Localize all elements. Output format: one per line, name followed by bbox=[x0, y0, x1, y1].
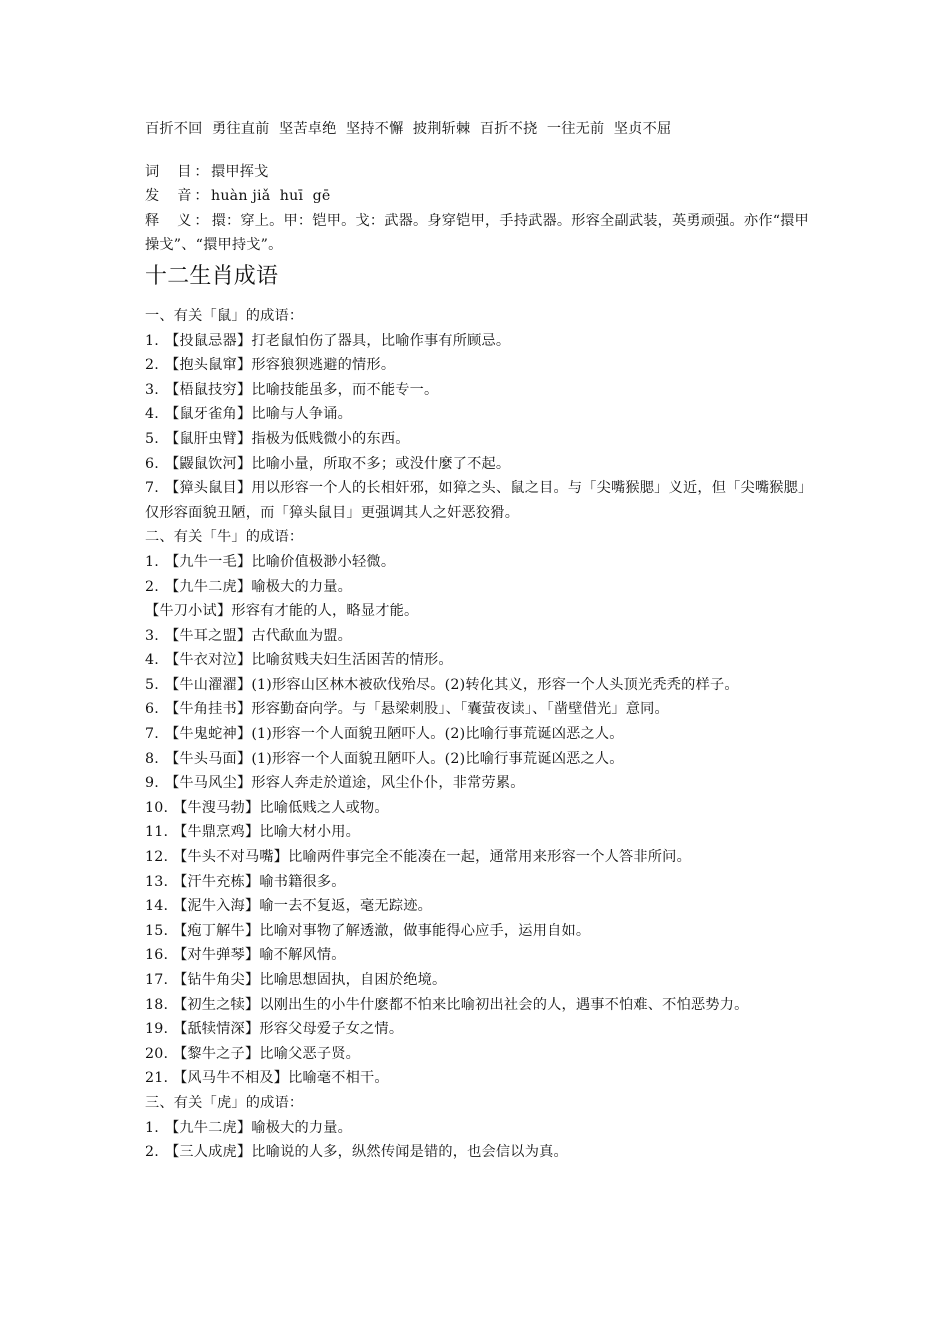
list-item bbox=[145, 599, 817, 624]
list-item-number: 13. bbox=[145, 873, 169, 890]
list-item bbox=[145, 452, 817, 477]
list-item bbox=[145, 870, 817, 895]
list-item-number: 6. bbox=[145, 455, 159, 472]
list-item bbox=[145, 747, 817, 772]
list-item-text: 【三人成虎】比喻说的人多，纵然传闻是错的，也会信以为真。 bbox=[165, 1144, 568, 1161]
entry-meaning: 擐：穿上。甲：铠甲。戈：武器。身穿铠甲，手持武器。形容全副武装，英勇顽强。亦作“擐甲操戈”、“擐甲持戈”。 bbox=[145, 212, 809, 254]
list-item-number: 19. bbox=[145, 1021, 169, 1038]
list-item-text: 【牛头马面】(1)形容一个人面貌丑陋吓人。(2)比喻行事荒诞凶恶之人。 bbox=[165, 750, 624, 767]
list-item bbox=[145, 402, 817, 427]
list-item-number: 10. bbox=[145, 799, 169, 816]
idiom-sections bbox=[145, 304, 817, 1165]
entry-pron-label: 发 音： bbox=[145, 188, 212, 205]
list-item bbox=[145, 427, 817, 452]
list-item-text: 【牛头不对马嘴】比喻两件事完全不能凑在一起，通常用来形容一个人答非所问。 bbox=[173, 849, 691, 866]
page-title: 十二生肖成语 bbox=[145, 263, 279, 289]
list-item-text: 【鼹鼠饮河】比喻小量，所取不多；或没什麼了不起。 bbox=[165, 455, 511, 472]
list-item-text: 【投鼠忌器】打老鼠怕伤了器具，比喻作事有所顾忌。 bbox=[165, 332, 511, 349]
list-item bbox=[145, 624, 817, 649]
list-item-number: 1. bbox=[145, 332, 159, 349]
list-item-text: 【牛鬼蛇神】(1)形容一个人面貌丑陋吓人。(2)比喻行事荒诞凶恶之人。 bbox=[165, 726, 624, 743]
list-item-number: 2. bbox=[145, 357, 159, 374]
entry-meaning-row bbox=[145, 209, 817, 258]
list-item bbox=[145, 353, 817, 378]
list-item bbox=[145, 575, 817, 600]
list-item-number: 16. bbox=[145, 947, 169, 964]
list-item-text: 【初生之犊】以刚出生的小牛什麽都不怕来比喻初出社会的人，遇事不怕难、不怕恶势力。 bbox=[173, 996, 749, 1013]
list-item bbox=[145, 796, 817, 821]
list-item-number: 3. bbox=[145, 381, 159, 398]
list-item bbox=[145, 845, 817, 870]
entry-word-label: 词 目： bbox=[145, 163, 212, 180]
list-item-number: 9. bbox=[145, 775, 159, 792]
list-item-number: 14. bbox=[145, 898, 169, 915]
list-item bbox=[145, 1116, 817, 1141]
list-item bbox=[145, 820, 817, 845]
list-item-text: 【疱丁解牛】比喻对事物了解透澈，做事能得心应手，运用自如。 bbox=[173, 922, 591, 939]
section-heading: 三、有关「虎」的成语： bbox=[145, 1094, 304, 1111]
list-item-number: 20. bbox=[145, 1045, 169, 1062]
list-item-text: 【獐头鼠目】用以形容一个人的长相奸邪，如獐之头、鼠之目。与「尖嘴猴腮」义近，但「尖嘴猴腮」仅形容面貌丑陋，而「獐头鼠目」更强调其人之奸恶狡猾。 bbox=[145, 480, 813, 521]
list-item-text: 【鼠牙雀角】比喻与人争诵。 bbox=[165, 406, 353, 423]
list-item-text: 【九牛二虎】喻极大的力量。 bbox=[165, 578, 353, 595]
list-item bbox=[145, 1042, 817, 1067]
list-item-number: 12. bbox=[145, 849, 169, 866]
list-item bbox=[145, 476, 817, 525]
list-item-number: 17. bbox=[145, 972, 169, 988]
list-item bbox=[145, 550, 817, 575]
list-item-number: 11. bbox=[145, 824, 169, 841]
entry-word: 擐甲挥戈 bbox=[211, 163, 269, 180]
list-item-text: 【泥牛入海】喻一去不复返，毫无踪迹。 bbox=[173, 898, 432, 915]
list-item bbox=[145, 943, 817, 968]
list-item-text: 【牛角挂书】形容勤奋向学。与「悬梁刺股」、「囊萤夜读」、「凿壁借光」意同。 bbox=[165, 701, 669, 718]
list-item-text: 【牛鼎烹鸡】比喻大材小用。 bbox=[173, 824, 361, 841]
list-item-text: 【牛耳之盟】古代歃血为盟。 bbox=[165, 627, 353, 644]
list-item-number: 4. bbox=[145, 652, 159, 669]
list-item-number: 3. bbox=[145, 627, 159, 644]
list-item-text: 【鼠肝虫臂】指极为低贱微小的东西。 bbox=[165, 430, 410, 447]
list-item bbox=[145, 1066, 817, 1091]
list-item bbox=[145, 378, 817, 403]
list-item-number: 21. bbox=[145, 1070, 169, 1087]
list-item-number: 4. bbox=[145, 406, 159, 423]
list-item-text: 【牛刀小试】形容有才能的人，略显才能。 bbox=[145, 603, 419, 620]
list-item bbox=[145, 771, 817, 796]
list-item bbox=[145, 1017, 817, 1042]
list-item-text: 【牛山濯濯】(1)形容山区林木被砍伐殆尽。(2)转化其义，形容一个人头顶光秃秃的样子。 bbox=[165, 676, 739, 693]
list-item bbox=[145, 329, 817, 354]
section-heading: 二、有关「牛」的成语： bbox=[145, 529, 304, 546]
list-item bbox=[145, 673, 817, 698]
list-item bbox=[145, 993, 817, 1018]
list-item-text: 【汗牛充栋】喻书籍很多。 bbox=[173, 873, 346, 890]
list-item-number: 7. bbox=[145, 480, 159, 497]
list-item bbox=[145, 648, 817, 673]
entry-meaning-label: 释 义： bbox=[145, 212, 212, 229]
entry-word-row bbox=[145, 160, 817, 185]
list-item-text: 【牛马风尘】形容人奔走於道途，风尘仆仆，非常劳累。 bbox=[165, 775, 525, 792]
section-heading: 一、有关「鼠」的成语： bbox=[145, 307, 304, 324]
list-item-number: 5. bbox=[145, 676, 159, 693]
list-item bbox=[145, 722, 817, 747]
list-item-number: 18. bbox=[145, 996, 169, 1013]
entry-pron-row bbox=[145, 184, 817, 209]
list-item-text: 【对牛弹琴】喻不解风情。 bbox=[173, 947, 346, 964]
list-item-number: 15. bbox=[145, 922, 169, 939]
list-item-text: 【九牛二虎】喻极大的力量。 bbox=[165, 1119, 353, 1136]
list-item-text: 【牛溲马勃】比喻低贱之人或物。 bbox=[173, 799, 389, 816]
list-item-text: 【九牛一毛】比喻价值极渺小轻微。 bbox=[165, 553, 396, 570]
entry-pronunciation: huàn jiǎ huī gē bbox=[211, 188, 331, 205]
list-item bbox=[145, 1140, 817, 1165]
list-item-number: 2. bbox=[145, 1144, 159, 1161]
list-item-number: 8. bbox=[145, 750, 159, 767]
document-body bbox=[145, 117, 817, 1165]
list-item-text: 【舐犊情深】形容父母爱子女之情。 bbox=[173, 1021, 404, 1038]
list-item-number: 2. bbox=[145, 578, 159, 595]
list-item bbox=[145, 919, 817, 944]
list-item-text: 【钻牛角尖】比喻思想固执，自困於绝境。 bbox=[173, 972, 447, 988]
list-item-text: 【风马牛不相及】比喻毫不相干。 bbox=[173, 1070, 389, 1087]
list-item-number: 1. bbox=[145, 1119, 159, 1136]
idiom-list-line: 百折不回 勇往直前 坚苦卓绝 坚持不懈 披荆斩棘 百折不挠 一往无前 坚贞不屈 bbox=[145, 121, 672, 137]
list-item-number: 1. bbox=[145, 553, 159, 570]
list-item-text: 【黎牛之子】比喻父恶子贤。 bbox=[173, 1045, 361, 1062]
list-item-text: 【梧鼠技穷】比喻技能虽多，而不能专一。 bbox=[165, 381, 439, 398]
list-item bbox=[145, 894, 817, 919]
list-item-number: 7. bbox=[145, 726, 159, 743]
list-item-text: 【牛衣对泣】比喻贫贱夫妇生活困苦的情形。 bbox=[165, 652, 453, 669]
list-item bbox=[145, 697, 817, 722]
list-item bbox=[145, 968, 817, 993]
list-item-text: 【抱头鼠窜】形容狼狈逃避的情形。 bbox=[165, 357, 396, 374]
list-item-number: 5. bbox=[145, 430, 159, 447]
list-item-number: 6. bbox=[145, 701, 159, 718]
